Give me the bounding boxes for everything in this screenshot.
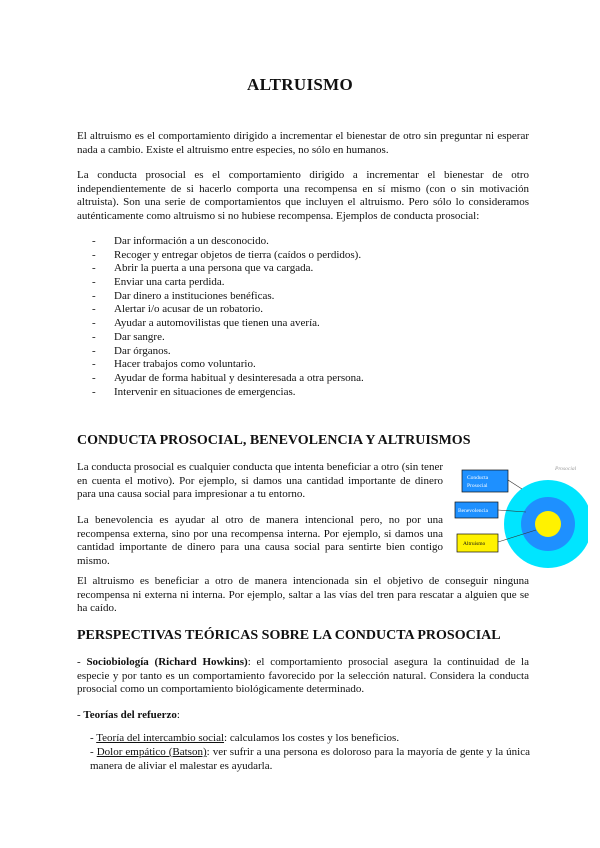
- bullet-dash: -: [92, 330, 96, 343]
- social-exchange-label: Teoría del intercambio social: [96, 732, 225, 744]
- social-exchange-text: : calculamos los costes y los beneficios.: [224, 732, 400, 744]
- prosocial-diagram-svg: [450, 460, 588, 568]
- example-text: Dar información a un desconocido.: [114, 235, 269, 247]
- reinforcement-colon: :: [176, 709, 180, 721]
- example-list-item: [92, 290, 364, 304]
- empathic-pain-dash: -: [90, 746, 97, 758]
- bullet-dash: -: [92, 371, 96, 384]
- bullet-dash: -: [92, 344, 96, 357]
- empathic-pain-item: [90, 746, 530, 773]
- bullet-dash: -: [92, 248, 96, 261]
- example-text: Dar dinero a instituciones benéficas.: [114, 289, 275, 302]
- reinforcement-dash: -: [77, 709, 84, 721]
- example-list-item: [92, 331, 364, 345]
- diagram-caption: Prosocial: [555, 466, 577, 472]
- bullet-dash: -: [92, 317, 96, 330]
- bullet-dash: -: [92, 289, 96, 302]
- example-text: Recoger y entregar objetos de tierra (caídos o perdidos).: [114, 248, 362, 261]
- empathic-pain-text: : ver sufrir a una persona es doloroso para la mayoría de gente y la única manera de aliviar el malestar es ayudarla.: [90, 746, 530, 772]
- benevolence-paragraph: La benevolencia es ayudar al otro de manera intencional pero, no por una recompensa externa, sino por una recompensa interna. Por ejemplo, si damos una cantidad importante de dinero para una causa social para sentirte bien contigo mismo.: [77, 514, 443, 567]
- bullet-dash: -: [92, 235, 96, 247]
- example-text: Ayudar a automovilistas que tienen una avería.: [114, 317, 320, 330]
- example-list-item: [92, 317, 364, 331]
- arrow-prosocial: [508, 480, 522, 489]
- example-list-item: [92, 303, 364, 317]
- sociobiology-dash: -: [77, 656, 87, 668]
- example-text: Hacer trabajos como voluntario.: [114, 358, 256, 371]
- label-benevolence: Benevolencia: [458, 508, 488, 514]
- social-exchange-item: [90, 732, 530, 746]
- social-exchange-dash: -: [90, 732, 97, 744]
- empathic-pain-label: Dolor empático (Batson): [96, 746, 207, 758]
- bullet-dash: -: [92, 303, 96, 316]
- section-heading-prosocial: CONDUCTA PROSOCIAL, BENEVOLENCIA Y ALTRUISMOS: [77, 433, 471, 448]
- bullet-dash: -: [92, 358, 96, 371]
- prosocial-paragraph: La conducta prosocial es cualquier conducta que intenta beneficiar a otro (sin tener en cuenta el motivo). Por ejemplo, si damos una cantidad importante de dinero para una causa social para impresionar a tu entorno.: [77, 461, 443, 501]
- example-text: Ayudar de forma habitual y desinteresada a otra persona.: [114, 371, 364, 384]
- section-heading-perspectives: PERSPECTIVAS TEÓRICAS SOBRE LA CONDUCTA PROSOCIAL: [77, 628, 501, 643]
- inner-circle-altruism: [535, 511, 561, 537]
- example-list-item: [92, 372, 364, 386]
- example-text: Dar órganos.: [114, 344, 171, 357]
- example-list-item: [92, 345, 364, 359]
- example-text: Intervenir en situaciones de emergencias.: [114, 385, 296, 398]
- sociobiology-label: Sociobiología (Richard Howkins): [86, 656, 248, 668]
- example-text: Abrir la puerta a una persona que va cargada.: [114, 262, 314, 275]
- example-text: Dar sangre.: [114, 330, 165, 343]
- intro-paragraph-1: El altruismo es el comportamiento dirigido a incrementar el bienestar de otro sin preguntar ni esperar nada a cambio. Existe el altruismo entre especies, no sólo en humanos.: [77, 130, 529, 156]
- example-list-item: [92, 386, 364, 400]
- examples-list: [92, 235, 364, 399]
- example-list-item: [92, 249, 364, 263]
- sociobiology-text: : el comportamiento prosocial asegura la continuidad de la especie y por tanto es un comportamiento favorecido por la selección natural. Considera la conducta prosocial como un comportamiento biológicamente determinado.: [77, 656, 529, 696]
- example-list-item: [92, 262, 364, 276]
- label-altruism: Altruismo: [463, 541, 486, 547]
- label-prosocial-line2: Prosocial: [467, 483, 488, 489]
- sociobiology-paragraph: [77, 656, 529, 697]
- altruism-paragraph: El altruismo es beneficiar a otro de manera intencionada sin el objetivo de conseguir ninguna recompensa ni externa ni interna. Por ejemplo, saltar a las vías del tren para rescatar a alguien que se ha caído.: [77, 575, 529, 615]
- reinforcement-label: Teorías del refuerzo: [83, 709, 177, 721]
- example-text: Alertar i/o acusar de un robatorio.: [114, 303, 264, 316]
- page-title: ALTRUISMO: [247, 75, 353, 94]
- example-list-item: [92, 276, 364, 290]
- bullet-dash: -: [92, 262, 96, 275]
- label-prosocial-line1: Conducta: [467, 475, 489, 481]
- bullet-dash: -: [92, 385, 96, 398]
- reinforcement-heading: [77, 709, 529, 723]
- prosocial-diagram: [450, 460, 588, 568]
- example-text: Enviar una carta perdida.: [114, 276, 225, 289]
- intro-paragraph-2: La conducta prosocial es el comportamiento dirigido a incrementar el bienestar de otro independientemente de si hacerlo comporta una recompensa en sí mismo (con o sin motivación altruista). Son una serie de comportamientos que incluyen el altruismo. Pero sólo lo consideramos auténticamente como altruismo si no hubiese recompensa. Ejemplos de conducta prosocial:: [77, 169, 529, 222]
- example-list-item: [92, 235, 364, 249]
- bullet-dash: -: [92, 276, 96, 289]
- example-list-item: [92, 358, 364, 372]
